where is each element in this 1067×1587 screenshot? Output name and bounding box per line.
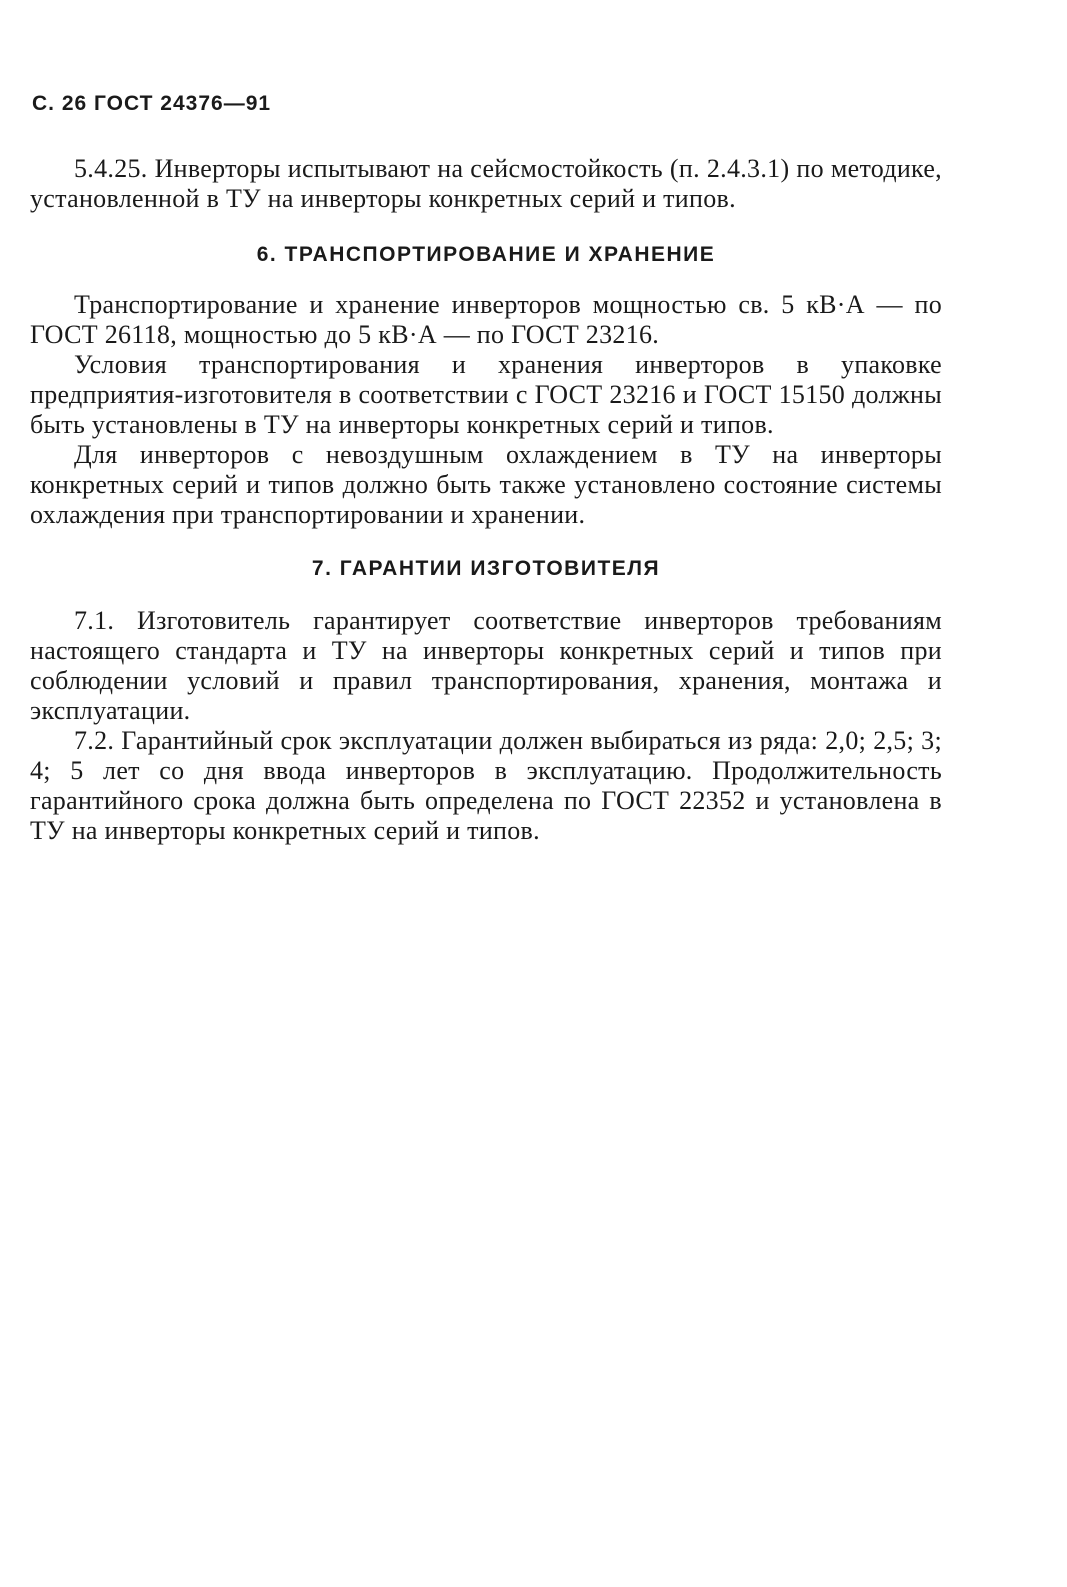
paragraph-5-4-25: 5.4.25. Инверторы испытывают на сейсмостойкость (п. 2.4.3.1) по методике, установленной в ТУ на инверторы конкретных серий и типов. (30, 154, 942, 213)
paragraph-7-1: 7.1. Изготовитель гарантирует соответствие инверторов требованиям настоящего стандарта и ТУ на инверторы конкретных серий и типов при соблюдении условий и правил транспортирования, хранения, монтажа и эксплуатации. (30, 606, 942, 725)
section-6-paragraph-1: Транспортирование и хранение инверторов мощностью св. 5 кВ·А — по ГОСТ 26118, мощностью до 5 кВ·А — по ГОСТ 23216. (30, 290, 942, 349)
page-content (30, 154, 942, 846)
section-6-paragraph-3: Для инверторов с невоздушным охлаждением в ТУ на инверторы конкретных серий и типов должно быть также установлено состояние системы охлаждения при транспортировании и хранении. (30, 440, 942, 529)
page-header: С. 26 ГОСТ 24376—91 (32, 92, 272, 115)
section-6-paragraph-2: Условия транспортирования и хранения инверторов в упаковке предприятия-изготовителя в соответствии с ГОСТ 23216 и ГОСТ 15150 должны быть установлены в ТУ на инверторы конкретных серий и типов. (30, 350, 942, 439)
section-7-heading: 7. ГАРАНТИИ ИЗГОТОВИТЕЛЯ (311, 557, 661, 580)
paragraph-7-2: 7.2. Гарантийный срок эксплуатации должен выбираться из ряда: 2,0; 2,5; 3; 4; 5 лет со дня ввода инверторов в эксплуатацию. Продолжительность гарантийного срока должна быть определена по ГОСТ 22352 и установлена в ТУ на инверторы конкретных серий и типов. (30, 726, 942, 845)
section-6-heading: 6. ТРАНСПОРТИРОВАНИЕ И ХРАНЕНИЕ (256, 243, 716, 266)
